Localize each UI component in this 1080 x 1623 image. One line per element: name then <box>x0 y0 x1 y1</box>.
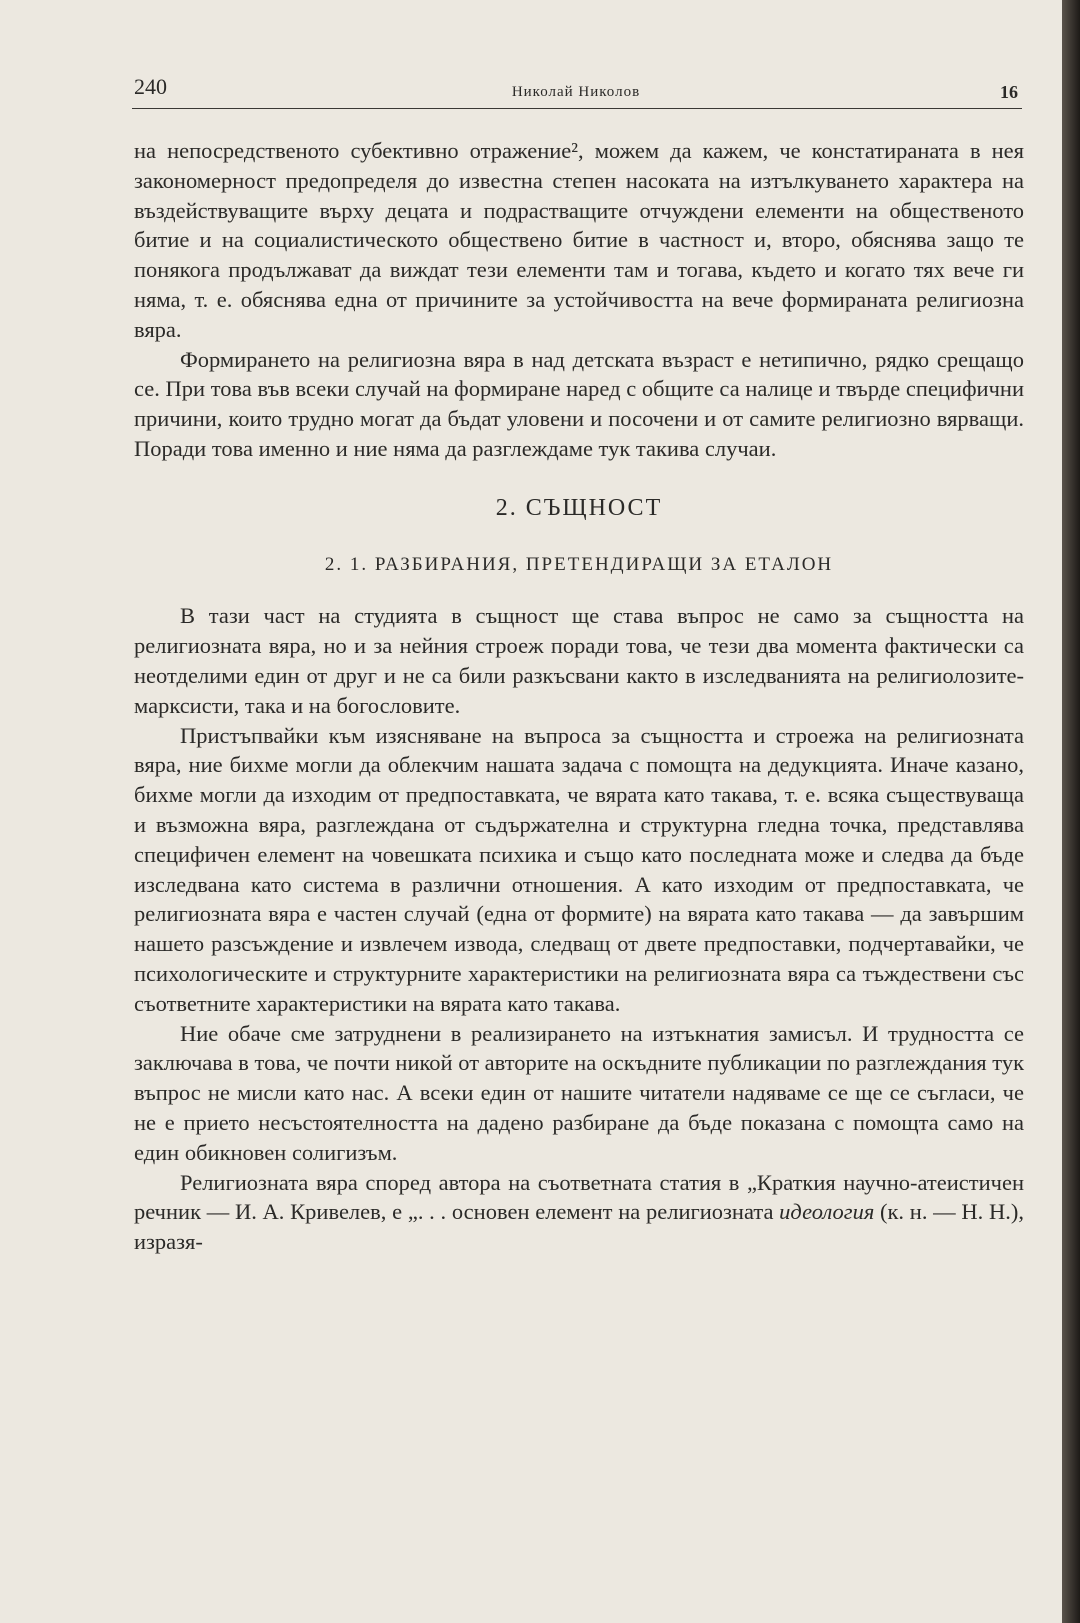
paragraph: Пристъпвайки към изясняване на въпроса за същността и строежа на религиозната вяра, ние бихме могли да облекчим нашата задача с помощта на дедукцията. Иначе казано, бихме могли да изходим от предпоставката, че вярата като такава, т. е. всяка съществуваща и възможна вяра, разглеждана от съдържателна и структурна гледна точка, представлява специфичен елемент на човешката психика и също като последната може и следва да бъде изследвана като система в различни отношения. А като изходим от предпоставката, че религиозната вяра е частен случай (една от формите) на вярата като такава — да завършим нашето разсъждение и извлечем извода, следващ от двете предпоставки, подчертавайки, че психологическите и структурните характеристики на религиозната вяра са тъждествени със съответните характеристики на вярата като такава. <box>134 722 1024 1016</box>
page-header <box>134 74 1018 104</box>
page-edge-shadow <box>1062 0 1080 1623</box>
header-rule <box>132 108 1022 109</box>
paragraph: на непосредственото субективно отражение², можем да кажем, че констатираната в нея закономерност предопределя до известна степен насоката на изтълкуването характера на въздействуващите върху децата и подрастващите отчуждени елементи на общественото битие и на социалистическото обществено битие в частност и, второ, обяснява защо те понякога продължават да виждат тези елементи там и тогава, където и когато тях вече ги няма, т. е. обяснява една от причините за устойчивостта на вече формираната религиозна вяра. <box>134 138 1024 342</box>
text-run: Религиозната вяра според автора на съответната статия в „Краткия научно-атеистичен речник — И. А. Кривелев, е „. . . основен елемент на религиозната <box>134 1169 1024 1225</box>
subsection-title: 2. 1. РАЗБИРАНИЯ, ПРЕТЕНДИРАЩИ ЗА ЕТАЛОН <box>324 553 834 575</box>
italic-term: идеология <box>779 1199 875 1225</box>
running-head: Николай Николов <box>511 84 641 100</box>
section-title: 2. СЪЩНОСТ <box>495 494 663 521</box>
paragraph: Формирането на религиозна вяра в над детската възраст е нетипично, рядко срещащо се. При това във всеки случай на формиране наред с общите са налице и твърде специфични причини, които трудно могат да бъдат уловени и посочени и от самите религиозно вярващи. Поради това именно и ние няма да разглеждаме тук такива случаи. <box>134 346 1024 461</box>
paragraph-last <box>134 1168 1024 1257</box>
signature-mark: 16 <box>1000 82 1018 102</box>
paragraph: В тази част на студията в същност ще става въпрос не само за същността на религиозната вяра, но и за нейния строеж поради това, че тези два момента фактически са неотделими един от друг и не са били разкъсвани както в изследванията на религиолозите-марксисти, така и на богословите. <box>134 603 1024 718</box>
page-number: 240 <box>134 74 167 99</box>
paragraph: Ние обаче сме затруднени в реализирането на изтъкнатия замисъл. И трудността се заключава в това, че почти никой от авторите на оскъдните публикации по разглеждания тук въпрос не мисли като нас. А всеки един от нашите читатели надяваме се ще се съгласи, че не е прието несъстоятелността на дадено разбиране да бъде показана с помощта само на един обикновен солигизъм. <box>134 1020 1024 1165</box>
body-text <box>134 136 1024 1257</box>
text-run: (к. н. — Н. Н.), изразя- <box>134 1199 1024 1255</box>
